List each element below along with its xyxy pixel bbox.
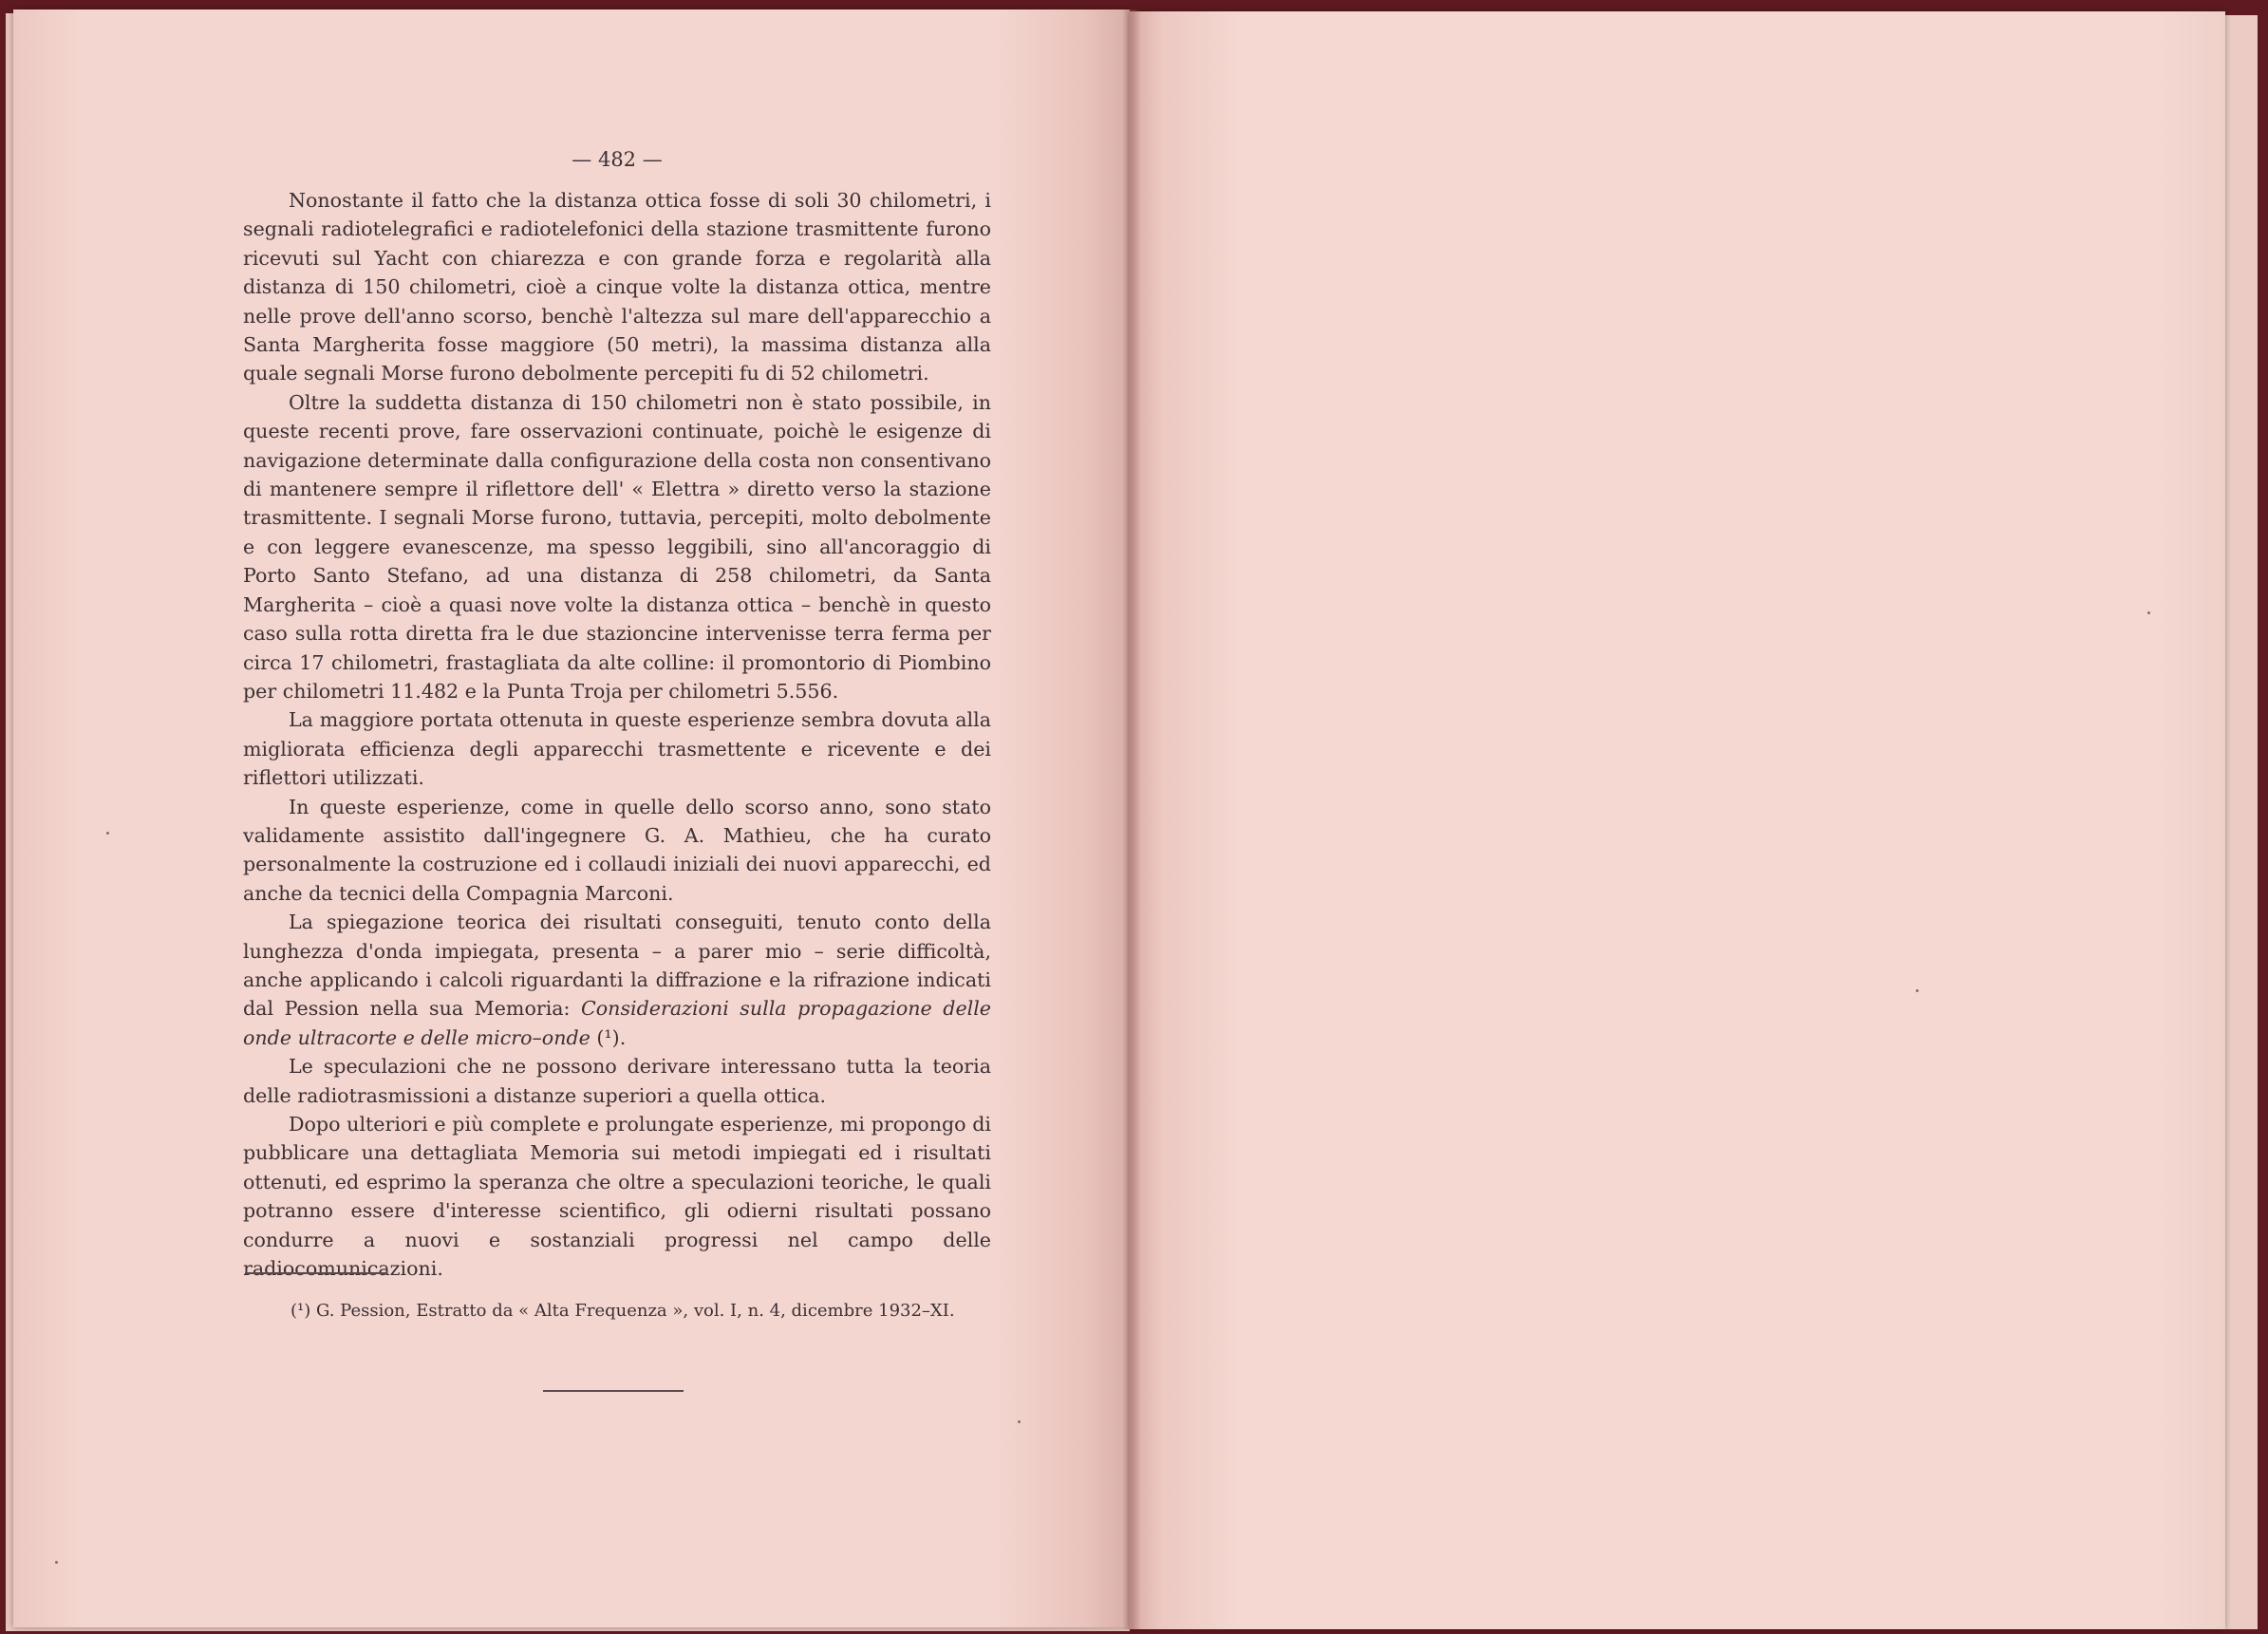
paper-speck: [1018, 1420, 1021, 1423]
footnote-rule: [245, 1272, 387, 1274]
paragraph-2: Oltre la suddetta distanza di 150 chilometri non è stato possibile, in queste recenti prove, fare osservazioni continuate, poichè le esigenze di navigazione determinate dalla configurazione della costa non consentivano di mantenere sempre il riflettore dell' « Elettra » diretto verso la stazione trasmittente. I segnali Morse furono, tuttavia, percepiti, molto debolmente e con leggere evanescenze, ma spesso leggibili, sino all'ancoraggio di Porto Santo Stefano, ad una distanza di 258 chilometri, da Santa Margherita – cioè a quasi nove volte la distanza ottica – benchè in questo caso sulla rotta diretta fra le due stazioncine intervenisse terra ferma per circa 17 chilometri, frastagliata da alte colline: il promontorio di Piombino per chilometri 11.482 e la Punta Troja per chilometri 5.556.: [243, 390, 991, 703]
paragraph-4: In queste esperienze, come in quelle dello scorso anno, sono stato validamente assistito dall'ingegnere G. A. Mathieu, che ha curato personalmente la costruzione ed i collaudi iniziali dei nuovi apparecchi, ed anche da tecnici della Compagnia Marconi.: [243, 795, 991, 905]
paragraph-7: Dopo ulteriori e più complete e prolungate esperienze, mi propongo di pubblicare una dettagliata Memoria sui metodi impiegati ed i risultati ottenuti, ed esprimo la speranza che oltre a speculazioni teoriche, le quali potranno essere d'interesse scientifico, gli odierni risultati possano condurre a nuovi e sostanziali progressi nel campo delle radiocomunicazioni.: [243, 1113, 991, 1281]
footnote: (¹) G. Pession, Estratto da « Alta Frequenza », vol. I, n. 4, dicembre 1932–XI.: [291, 1301, 955, 1321]
end-rule: [543, 1390, 684, 1392]
paragraph-1: Nonostante il fatto che la distanza ottica fosse di soli 30 chilometri, i segnali radiotelegrafici e radiotelefonici della stazione trasmittente furono ricevuti sul Yacht con chiarezza e con grande forza e regolarità alla distanza di 150 chilometri, cioè a cinque volte la distanza ottica, mentre nelle prove dell'anno scorso, benchè l'altezza sul mare dell'apparecchio a Santa Margherita fosse maggiore (50 metri), la massima distanza alla quale segnali Morse furono debolmente percepiti fu di 52 chilometri.: [243, 189, 991, 385]
paragraph-5-text: La spiegazione teorica dei risultati conseguiti, tenuto conto della lunghezza d'onda impiegata, presenta – a parer mio – serie difficoltà, anche applicando i calcoli riguardanti la diffrazione e la rifrazione indicati dal Pession nella sua Memoria:: [243, 911, 991, 1021]
paper-speck: [2147, 611, 2150, 614]
paper-speck: [106, 832, 109, 835]
paper-speck: [55, 1561, 58, 1564]
book-gutter: [1122, 9, 1141, 1629]
citation-ref: (¹).: [596, 1025, 627, 1049]
right-page-blank: [1130, 11, 2225, 1629]
paper-speck: [1916, 989, 1919, 992]
paragraph-5: [243, 908, 991, 1052]
page-number: — 482 —: [572, 148, 663, 171]
body-text: [243, 186, 991, 1283]
paragraph-6: Le speculazioni che ne possono derivare interessano tutta la teoria delle radiotrasmissioni a distanze superiori a quella ottica.: [243, 1055, 991, 1107]
paragraph-3: La maggiore portata ottenuta in queste esperienze sembra dovuta alla migliorata efficienza degli apparecchi trasmettente e ricevente e dei riflettori utilizzati.: [243, 708, 991, 790]
citation-title: Considerazioni sulla propagazione delle onde ultracorte e delle micro–onde: [243, 997, 991, 1049]
